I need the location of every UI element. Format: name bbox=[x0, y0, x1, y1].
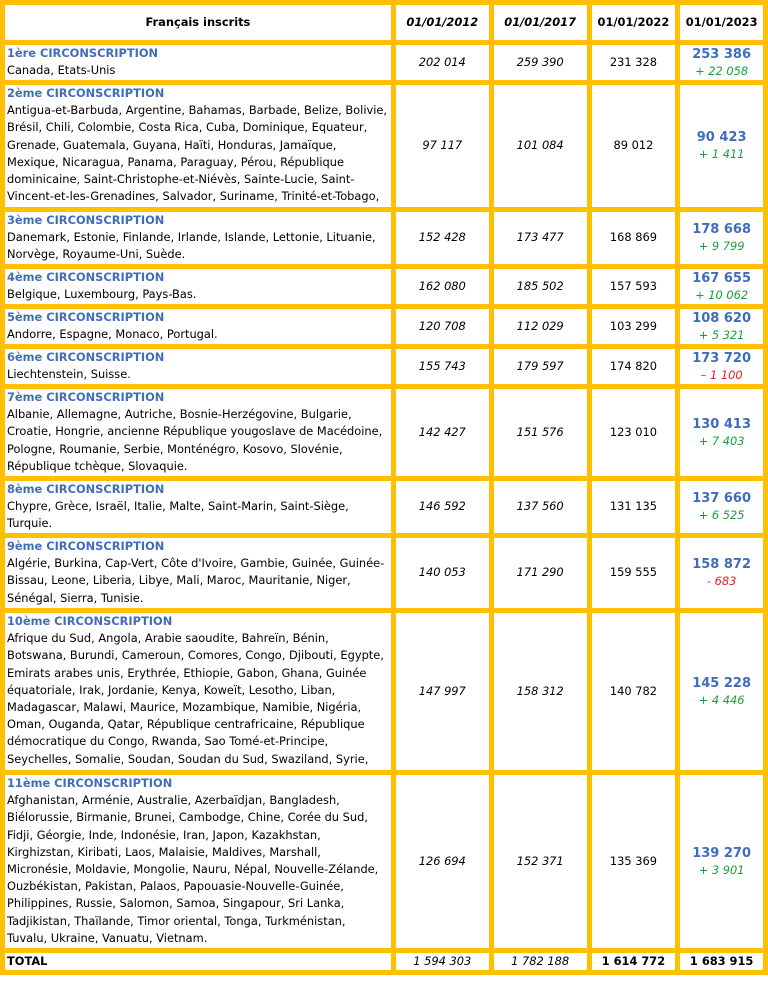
value-2023: 108 620 bbox=[692, 310, 752, 326]
change-2023: + 5 321 bbox=[698, 327, 745, 342]
value-2012: 155 743 bbox=[396, 349, 489, 384]
value-2023-cell bbox=[680, 212, 763, 264]
value-2017: 173 477 bbox=[494, 212, 587, 264]
constituency-wrap bbox=[7, 45, 389, 80]
change-2023: - 683 bbox=[706, 574, 737, 588]
change-2023: + 7 403 bbox=[698, 433, 745, 448]
value-2017: 185 502 bbox=[494, 269, 587, 304]
total-2012: 1 594 303 bbox=[396, 953, 489, 970]
value-2023-cell bbox=[680, 538, 763, 608]
constituency-wrap bbox=[7, 349, 389, 384]
constituency-wrap bbox=[7, 212, 389, 264]
value-2023-cell bbox=[680, 85, 763, 207]
constituency-cell bbox=[5, 309, 391, 344]
change-2023: + 6 525 bbox=[698, 508, 745, 522]
constituency-wrap bbox=[7, 269, 389, 304]
value-2022: 103 299 bbox=[592, 309, 676, 344]
constituency-wrap bbox=[7, 613, 389, 770]
value-2023-cell bbox=[680, 349, 763, 384]
value-2022: 174 820 bbox=[592, 349, 676, 384]
constituency-name: 10ème CIRCONSCRIPTION bbox=[7, 614, 173, 628]
value-2012: 120 708 bbox=[396, 309, 489, 344]
constituency-cell bbox=[5, 613, 391, 770]
table-row bbox=[5, 212, 763, 264]
value-2022: 157 593 bbox=[592, 269, 676, 304]
table-row bbox=[5, 45, 763, 80]
value-2023: 130 413 bbox=[692, 416, 752, 432]
constituency-countries: Algérie, Burkina, Cap-Vert, Côte d'Ivoire, Gambie, Guinée, Guinée-Bissau, Leone, Liberia, Libye, Mali, Maroc, Mauritanie, Niger, Sénégal, Sierra, Tunisie. bbox=[7, 556, 385, 605]
table-row bbox=[5, 389, 763, 476]
value-2022: 135 369 bbox=[592, 775, 676, 948]
constituency-wrap bbox=[7, 538, 389, 608]
constituency-countries: Albanie, Allemagne, Autriche, Bosnie-Herzégovine, Bulgarie, Croatie, Hongrie, ancienne République yougoslave de Macédoine, Pologne, Roumanie, Serbie, Monténégro, Kosovo, Slovénie, République tchèque, Slovaquie. bbox=[7, 407, 383, 473]
value-2023: 139 270 bbox=[692, 845, 752, 861]
constituency-cell bbox=[5, 775, 391, 948]
constituency-name: 1ère CIRCONSCRIPTION bbox=[7, 46, 159, 60]
value-2012: 147 997 bbox=[396, 613, 489, 770]
change-2023: + 9 799 bbox=[698, 239, 745, 253]
constituency-name: 9ème CIRCONSCRIPTION bbox=[7, 539, 165, 553]
constituency-cell bbox=[5, 212, 391, 264]
value-2022: 159 555 bbox=[592, 538, 676, 608]
constituency-wrap bbox=[7, 775, 389, 948]
value-2017: 179 597 bbox=[494, 349, 587, 384]
value-2017: 101 084 bbox=[494, 85, 587, 207]
constituency-cell bbox=[5, 45, 391, 80]
constituency-name: 11ème CIRCONSCRIPTION bbox=[7, 776, 173, 790]
value-2023: 158 872 bbox=[692, 557, 752, 572]
table-row bbox=[5, 538, 763, 608]
header-title: Français inscrits bbox=[5, 5, 391, 40]
constituency-countries: Andorre, Espagne, Monaco, Portugal. bbox=[7, 327, 218, 342]
value-2022: 231 328 bbox=[592, 45, 676, 80]
constituency-name: 8ème CIRCONSCRIPTION bbox=[7, 482, 165, 496]
header-col-2012: 01/01/2012 bbox=[396, 5, 489, 40]
value-2022: 131 135 bbox=[592, 481, 676, 533]
constituency-cell bbox=[5, 389, 391, 476]
value-2022: 123 010 bbox=[592, 389, 676, 476]
value-2017: 259 390 bbox=[494, 45, 587, 80]
value-2017: 137 560 bbox=[494, 481, 587, 533]
constituency-cell bbox=[5, 349, 391, 384]
value-2023-cell bbox=[680, 309, 763, 344]
value-2023: 253 386 bbox=[692, 46, 752, 62]
value-2022: 89 012 bbox=[592, 85, 676, 207]
table-row bbox=[5, 269, 763, 304]
value-2012: 97 117 bbox=[396, 85, 489, 207]
constituency-wrap bbox=[7, 389, 389, 476]
constituency-name: 6ème CIRCONSCRIPTION bbox=[7, 350, 165, 364]
value-2023: 167 655 bbox=[692, 270, 752, 286]
table-row bbox=[5, 775, 763, 948]
constituency-countries: Danemark, Estonie, Finlande, Irlande, Islande, Lettonie, Lituanie, Norvège, Royaume-Uni, Suède. bbox=[7, 230, 376, 262]
value-2017: 158 312 bbox=[494, 613, 587, 770]
constituency-cell bbox=[5, 85, 391, 207]
value-2023: 137 660 bbox=[692, 491, 752, 506]
change-2023: + 10 062 bbox=[695, 287, 749, 302]
value-2023-cell bbox=[680, 613, 763, 770]
value-2022: 140 782 bbox=[592, 613, 676, 770]
value-2012: 140 053 bbox=[396, 538, 489, 608]
constituency-name: 7ème CIRCONSCRIPTION bbox=[7, 390, 165, 404]
table-row bbox=[5, 85, 763, 207]
value-2012: 142 427 bbox=[396, 389, 489, 476]
constituency-name: 5ème CIRCONSCRIPTION bbox=[7, 310, 165, 324]
constituency-name: 4ème CIRCONSCRIPTION bbox=[7, 270, 165, 284]
value-2017: 171 290 bbox=[494, 538, 587, 608]
value-2023-cell bbox=[680, 269, 763, 304]
value-2017: 152 371 bbox=[494, 775, 587, 948]
constituency-countries: Afghanistan, Arménie, Australie, Azerbaïdjan, Bangladesh, Biélorussie, Birmanie, Brunei, Cambodge, Chine, Corée du Sud, Fidji, Géorgie, Inde, Indonésie, Iran, Japon, Kazakhstan, Kirghizstan, Kiribati, Laos, Malaisie, Maldives, Marshall, Micronésie, Moldavie, Mongolie, Nauru, Népal, Nouvelle-Zélande, Ouzbékistan, Pakistan, Palaos, Papouasie-Nouvelle-Guinée, Philippines, Russie, Salomon, Samoa, Singapour, Sri Lanka, Tadjikistan, Thaïlande, Timor oriental, Tonga, Turkménistan, Tuvalu, Ukraine, Vanuatu, Vietnam. bbox=[7, 793, 379, 945]
constituency-cell bbox=[5, 538, 391, 608]
constituency-countries: Antigua-et-Barbuda, Argentine, Bahamas, Barbade, Belize, Bolivie, Brésil, Chili, Colombie, Costa Rica, Cuba, Dominique, Equateur, Grenade, Guatemala, Guyana, Haïti, Honduras, Jamaïque, Mexique, Nicaragua, Panama, Paraguay, Pérou, République dominicaine, Saint-Christophe-et-Niévès, Sainte-Lucie, Saint-Vincent-et-les-Grenadines, Salvador, Suriname, Trinité-et-Tobago, bbox=[7, 103, 388, 204]
value-2023-cell bbox=[680, 45, 763, 80]
value-2023: 145 228 bbox=[692, 675, 752, 691]
constituency-wrap bbox=[7, 85, 389, 207]
value-2017: 151 576 bbox=[494, 389, 587, 476]
value-2012: 152 428 bbox=[396, 212, 489, 264]
constituency-cell bbox=[5, 481, 391, 533]
header-col-2017: 01/01/2017 bbox=[494, 5, 587, 40]
value-2023: 173 720 bbox=[692, 350, 752, 366]
constituency-name: 3ème CIRCONSCRIPTION bbox=[7, 213, 165, 227]
total-row bbox=[5, 953, 763, 970]
value-2022: 168 869 bbox=[592, 212, 676, 264]
constituency-wrap bbox=[7, 309, 389, 344]
value-2023: 90 423 bbox=[696, 130, 747, 145]
value-2017: 112 029 bbox=[494, 309, 587, 344]
change-2023: – 1 100 bbox=[700, 367, 743, 382]
table-row bbox=[5, 613, 763, 770]
table-row bbox=[5, 481, 763, 533]
constituency-countries: Canada, Etats-Unis bbox=[7, 63, 116, 78]
value-2012: 146 592 bbox=[396, 481, 489, 533]
change-2023: + 1 411 bbox=[698, 147, 745, 161]
value-2023-cell bbox=[680, 775, 763, 948]
table-row bbox=[5, 349, 763, 384]
total-2022: 1 614 772 bbox=[592, 953, 676, 970]
value-2023-cell bbox=[680, 481, 763, 533]
total-2023: 1 683 915 bbox=[680, 953, 763, 970]
constituency-wrap bbox=[7, 481, 389, 533]
value-2012: 126 694 bbox=[396, 775, 489, 948]
constituency-countries: Afrique du Sud, Angola, Arabie saoudite, Bahreïn, Bénin, Botswana, Burundi, Cameroun, Comores, Congo, Djibouti, Egypte, Emirats arabes unis, Erythrée, Ethiopie, Gabon, Ghana, Guinée équatoriale, Irak, Jordanie, Kenya, Koweït, Lesotho, Liban, Madagascar, Malawi, Maurice, Mozambique, Namibie, Nigéria, Oman, Ouganda, Qatar, République centrafricaine, République démocratique du Congo, Rwanda, Sao Tomé-et-Principe, Seychelles, Somalie, Soudan, Soudan du Sud, Swaziland, Syrie, bbox=[7, 631, 384, 766]
change-2023: + 22 058 bbox=[695, 63, 749, 78]
header-col-2022: 01/01/2022 bbox=[592, 5, 676, 40]
value-2023-cell bbox=[680, 389, 763, 476]
constituency-countries: Belgique, Luxembourg, Pays-Bas. bbox=[7, 287, 197, 302]
change-2023: + 3 901 bbox=[698, 862, 745, 877]
table-row bbox=[5, 309, 763, 344]
constituency-cell bbox=[5, 269, 391, 304]
constituency-name: 2ème CIRCONSCRIPTION bbox=[7, 86, 165, 100]
value-2012: 162 080 bbox=[396, 269, 489, 304]
constituency-countries: Chypre, Grèce, Israël, Italie, Malte, Saint-Marin, Saint-Siège, Turquie. bbox=[7, 499, 349, 531]
constituency-countries: Liechtenstein, Suisse. bbox=[7, 367, 131, 382]
value-2023: 178 668 bbox=[692, 222, 752, 237]
total-2017: 1 782 188 bbox=[494, 953, 587, 970]
value-2012: 202 014 bbox=[396, 45, 489, 80]
change-2023: + 4 446 bbox=[698, 692, 745, 707]
header-row bbox=[5, 5, 763, 40]
total-label: TOTAL bbox=[5, 953, 391, 970]
header-col-2023: 01/01/2023 bbox=[680, 5, 763, 40]
